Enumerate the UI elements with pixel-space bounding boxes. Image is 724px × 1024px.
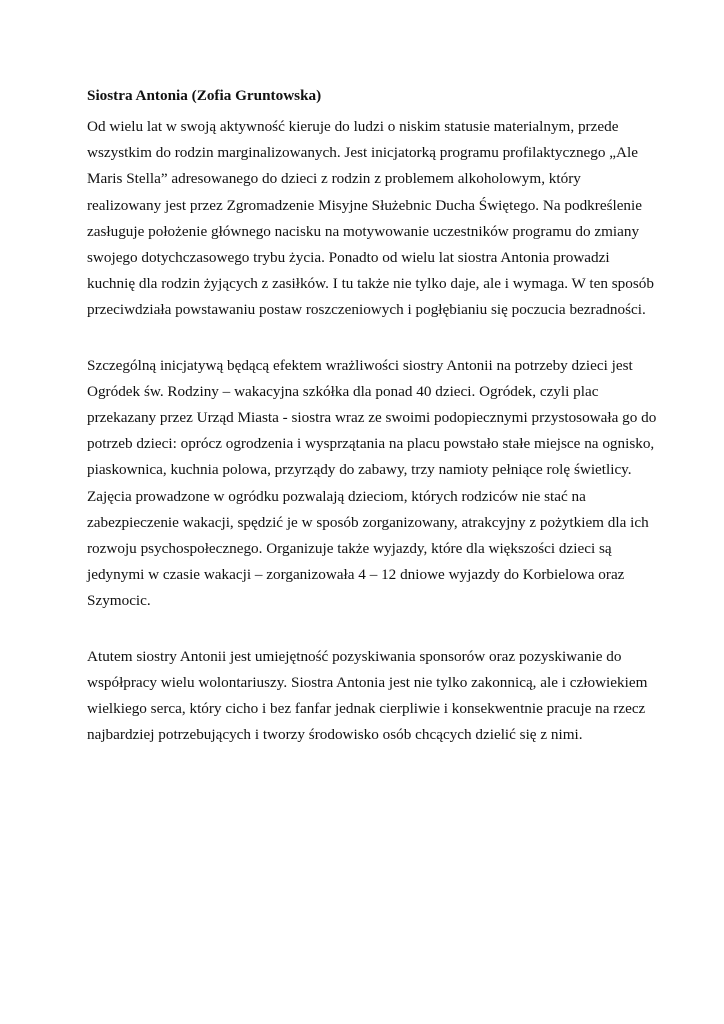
text-line: zasługuje położenie głównego nacisku na motywowanie uczestników programu do zmiany: [87, 222, 640, 240]
paragraph-1: [87, 114, 653, 324]
document-title: Siostra Antonia (Zofia Gruntowska): [87, 87, 322, 104]
text-line: współpracy wielu wolontariuszy. Siostra Antonia jest nie tylko zakonnicą, ale i człowiekiem: [87, 673, 648, 691]
paragraph-3: [87, 644, 653, 749]
text-line: zabezpieczenie wakacji, spędzić je w sposób zorganizowany, atrakcyjny z pożytkiem dla ich: [87, 513, 649, 531]
text-line: Ogródek św. Rodziny – wakacyjna szkółka dla ponad 40 dzieci. Ogródek, czyli plac: [87, 382, 599, 400]
text-line: kuchnię dla rodzin żyjących z zasiłków. I tu także nie tylko daje, ale i wymaga. W ten sposób: [87, 275, 654, 293]
text-line: realizowany jest przez Zgromadzenie Misyjne Służebnic Ducha Świętego. Na podkreślenie: [87, 196, 642, 214]
text-line: Zajęcia prowadzone w ogródku pozwalają dzieciom, których rodziców nie stać na: [87, 487, 586, 505]
text-line: Od wielu lat w swoją aktywność kieruje do ludzi o niskim statusie materialnym, przede: [87, 118, 619, 135]
text-line: piaskownica, kuchnia polowa, przyrządy do zabawy, trzy namioty pełniące rolę świetlicy.: [87, 461, 632, 479]
text-line: jedynymi w czasie wakacji – zorganizowała 4 – 12 dniowe wyjazdy do Korbielowa oraz: [87, 566, 625, 584]
text-line: Szymocic.: [87, 592, 151, 610]
text-line: wszystkim do rodzin marginalizowanych. Jest inicjatorką programu profilaktycznego „Ale: [87, 144, 638, 162]
text-line: wielkiego serca, który cicho i bez fanfar jednak cierpliwie i konsekwentnie pracuje na rzecz: [87, 700, 646, 718]
text-line: rozwoju psychospołecznego. Organizuje także wyjazdy, które dla większości dzieci są: [87, 540, 612, 558]
text-line: przeciwdziała powstawaniu postaw roszczeniowych i pogłębianiu się poczucia bezradności.: [87, 301, 646, 319]
text-line: Atutem siostry Antonii jest umiejętność pozyskiwania sponsorów oraz pozyskiwanie do: [87, 647, 622, 665]
text-line: najbardziej potrzebujących i tworzy środowisko osób chcących dzielić się z nimi.: [87, 726, 583, 744]
text-line: swojego dotychczasowego trybu życia. Ponadto od wielu lat siostra Antonia prowadzi: [87, 249, 610, 267]
document-body: [87, 84, 657, 777]
text-line: Szczególną inicjatywą będącą efektem wrażliwości siostry Antonii na potrzeby dzieci jest: [87, 356, 633, 374]
text-line: przekazany przez Urząd Miasta - siostra wraz ze swoimi podopiecznymi przystosowała go do: [87, 409, 657, 427]
text-line: potrzeb dzieci: oprócz ogrodzenia i wysprzątania na placu powstało stałe miejsce na ognisko,: [87, 435, 655, 453]
text-line: Maris Stella” adresowanego do dzieci z rodzin z problemem alkoholowym, który: [87, 170, 581, 188]
paragraph-2: [87, 353, 657, 615]
